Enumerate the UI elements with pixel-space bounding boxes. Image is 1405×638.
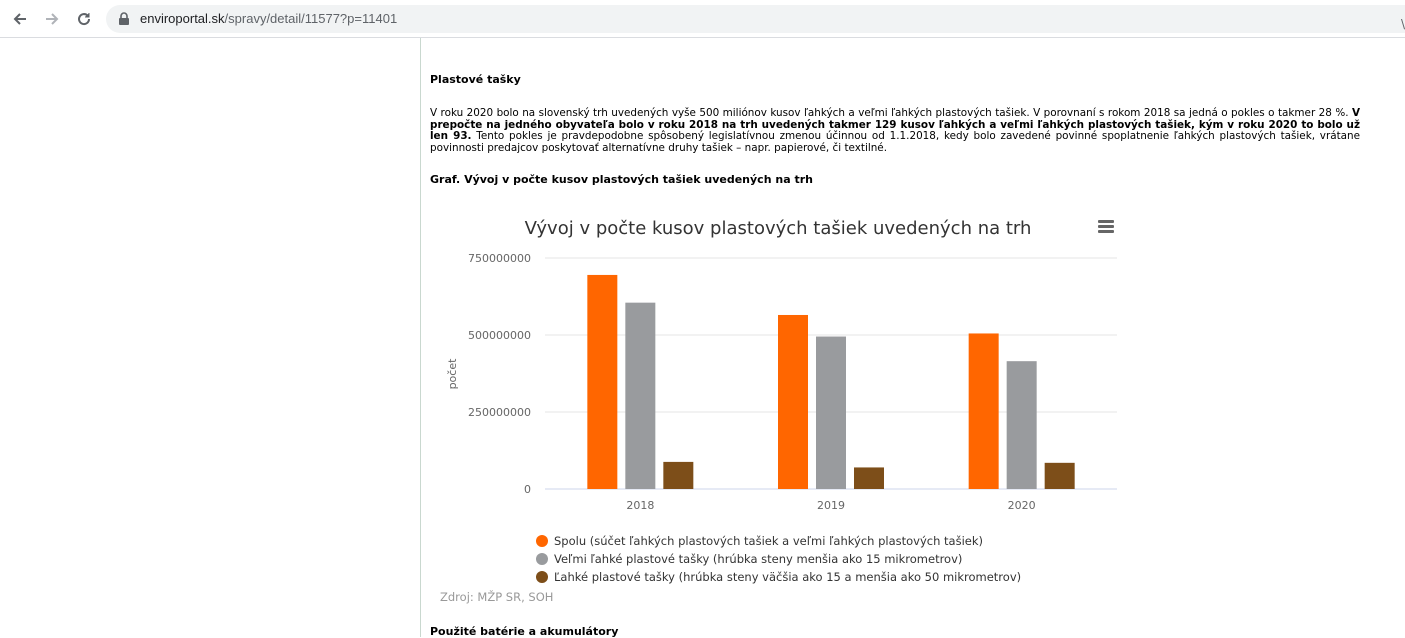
section-title: Plastové tašky <box>430 73 521 86</box>
para-text-2: Tento pokles je pravdepodobne spôsobený legislatívnou zmenou účinnou od 1.1.2018, kedy bolo zavedené povinné spoplatnenie ľahkých plastových tašiek, vrátane povinnosti predajcov poskytovať alternatívne druhy tašiek – napr. papierové, či textilné. <box>430 130 1360 154</box>
legend-dot-icon <box>536 571 548 583</box>
y-tick-label: 500000000 <box>468 329 531 342</box>
bar-2018-series-0 <box>587 275 617 489</box>
legend-dot-icon <box>536 553 548 565</box>
legend-item-spolu[interactable] <box>536 532 1021 550</box>
chart-title: Vývoj v počte kusov plastových tašiek uvedených na trh <box>524 218 1032 239</box>
forward-arrow-icon <box>44 11 60 27</box>
chart-source: Zdroj: MŽP SR, SOH <box>440 590 554 604</box>
browser-toolbar <box>0 0 1405 38</box>
bar-2020-series-2 <box>1045 463 1075 489</box>
hamburger-icon <box>1098 220 1114 223</box>
legend-item-lahke[interactable] <box>536 568 1021 586</box>
legend-item-velmi-lahke[interactable] <box>536 550 1021 568</box>
bar-2019-series-0 <box>778 315 808 489</box>
para-text-1: V roku 2020 bolo na slovenský trh uvedených vyše 500 miliónov kusov ľahkých a veľmi ľahkých plastových tašiek. V porovnaní s rokom 2018 sa jedná o pokles o takmer 28 %. <box>430 107 1352 119</box>
forward-button[interactable] <box>40 7 64 31</box>
bar-2019-series-2 <box>854 467 884 489</box>
reload-button[interactable] <box>72 7 96 31</box>
back-button[interactable] <box>8 7 32 31</box>
url-host: enviroportal.sk <box>140 11 225 26</box>
y-tick-label: 250000000 <box>468 406 531 419</box>
graph-caption: Graf. Vývoj v počte kusov plastových tašiek uvedených na trh <box>430 173 813 186</box>
legend-label: Ľahké plastové tašky (hrúbka steny väčšia ako 15 a menšia ako 50 mikrometrov) <box>554 570 1022 584</box>
bar-2020-series-0 <box>969 333 999 489</box>
article-paragraph <box>430 108 1360 154</box>
url-text <box>140 11 397 26</box>
content-left-border <box>420 38 421 637</box>
extension-icon[interactable]: \ <box>1400 17 1405 31</box>
x-tick-label: 2018 <box>626 499 655 512</box>
chart-menu-button[interactable] <box>1094 218 1118 238</box>
x-tick-label: 2019 <box>817 499 845 512</box>
bar-2019-series-1 <box>816 337 846 489</box>
y-tick-label: 750000000 <box>468 252 531 265</box>
next-section-title: Použité batérie a akumulátory <box>430 625 619 638</box>
hamburger-icon-line <box>1098 230 1114 233</box>
chart-container <box>430 200 1130 620</box>
para-text-bold: V prepočte na jedného obyvateľa bolo v roku 2018 na trh uvedených takmer 129 kusov ľahkých a veľmi ľahkých plastových tašiek, kým v roku 2020 to bolo už len 93. <box>430 107 1360 142</box>
legend-dot-icon <box>536 535 548 547</box>
reload-icon <box>76 11 92 27</box>
bar-2018-series-2 <box>663 462 693 489</box>
chart-legend <box>536 532 1021 586</box>
x-tick-label: 2020 <box>1007 499 1036 512</box>
y-axis-label: počet <box>446 358 459 390</box>
hamburger-icon-line <box>1098 225 1114 228</box>
bar-2018-series-1 <box>625 303 655 489</box>
bar-2020-series-1 <box>1007 361 1037 489</box>
url-path: /spravy/detail/11577?p=11401 <box>224 11 398 26</box>
legend-label: Spolu (súčet ľahkých plastových tašiek a veľmi ľahkých plastových tašiek) <box>554 534 984 548</box>
lock-icon <box>118 12 130 26</box>
bar-chart <box>430 200 1130 530</box>
address-bar[interactable] <box>106 5 1405 33</box>
legend-label: Veľmi ľahké plastové tašky (hrúbka steny menšia ako 15 mikrometrov) <box>554 552 963 566</box>
back-arrow-icon <box>12 11 28 27</box>
y-tick-label: 0 <box>524 483 531 496</box>
